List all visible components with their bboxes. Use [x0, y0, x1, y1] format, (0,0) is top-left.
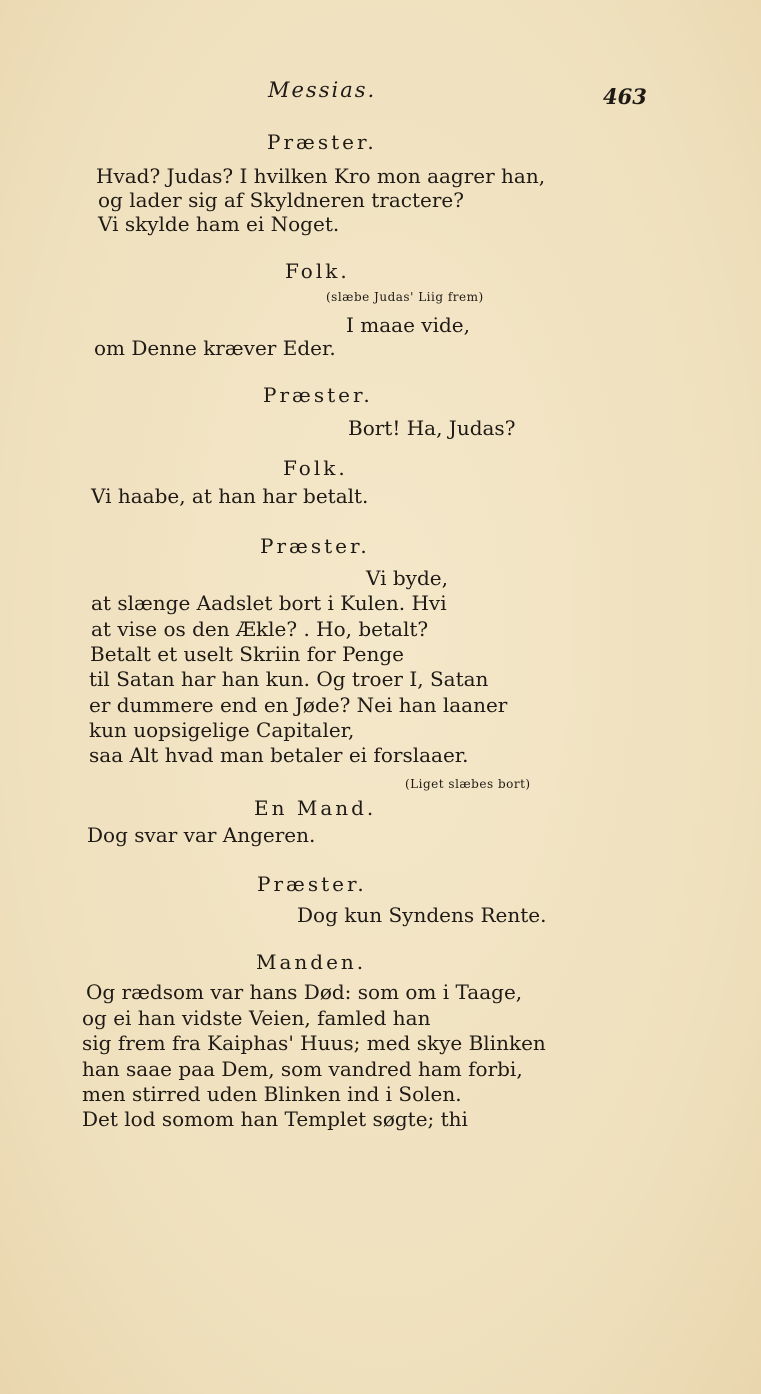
verse-line: I maae vide,: [346, 313, 470, 337]
verse-line: Vi haabe, at han har betalt.: [91, 484, 369, 508]
stage-direction: (Liget slæbes bort): [405, 777, 531, 791]
verse-line: Og rædsom var hans Død: som om i Taage,: [86, 980, 523, 1004]
verse-line: til Satan har han kun. Og troer I, Satan: [89, 667, 489, 691]
speaker-name: Folk.: [285, 259, 350, 283]
verse-line: Dog svar var Angeren.: [87, 823, 316, 847]
verse-line: Bort! Ha, Judas?: [348, 416, 516, 440]
stage-direction: (slæbe Judas' Liig frem): [326, 290, 484, 304]
verse-line: sig frem fra Kaiphas' Huus; med skye Blinken: [82, 1031, 546, 1055]
verse-line: er dummere end en Jøde? Nei han laaner: [89, 693, 508, 717]
verse-line: men stirred uden Blinken ind i Solen.: [82, 1082, 462, 1106]
verse-line: at slænge Aadslet bort i Kulen. Hvi: [91, 591, 447, 615]
speaker-name: Præster.: [257, 872, 367, 896]
verse-line: Hvad? Judas? I hvilken Kro mon aagrer han,: [96, 164, 546, 188]
speaker-name: En Mand.: [254, 796, 377, 820]
verse-line: Vi skylde ham ei Noget.: [98, 212, 340, 236]
verse-line: Det lod somom han Templet søgte; thi: [82, 1107, 468, 1131]
verse-line: Vi byde,: [366, 566, 448, 590]
page-number: 463: [603, 84, 647, 109]
speaker-name: Præster.: [260, 534, 370, 558]
speaker-name: Manden.: [256, 950, 367, 974]
verse-line: saa Alt hvad man betaler ei forslaaer.: [89, 743, 469, 767]
verse-line: at vise os den Ækle? . Ho, betalt?: [91, 617, 429, 641]
verse-line: Betalt et uselt Skriin for Penge: [90, 642, 404, 666]
verse-line: Dog kun Syndens Rente.: [297, 903, 547, 927]
verse-line: han saae paa Dem, som vandred ham forbi,: [82, 1057, 523, 1081]
running-title: Messias.: [268, 78, 377, 102]
verse-line: og ei han vidste Veien, famled han: [82, 1006, 431, 1030]
speaker-name: Præster.: [263, 383, 373, 407]
speaker-name: Folk.: [283, 456, 348, 480]
verse-line: og lader sig af Skyldneren tractere?: [98, 188, 464, 212]
verse-line: kun uopsigelige Capitaler,: [89, 718, 355, 742]
speaker-name: Præster.: [267, 130, 377, 154]
verse-line: om Denne kræver Eder.: [94, 336, 336, 360]
